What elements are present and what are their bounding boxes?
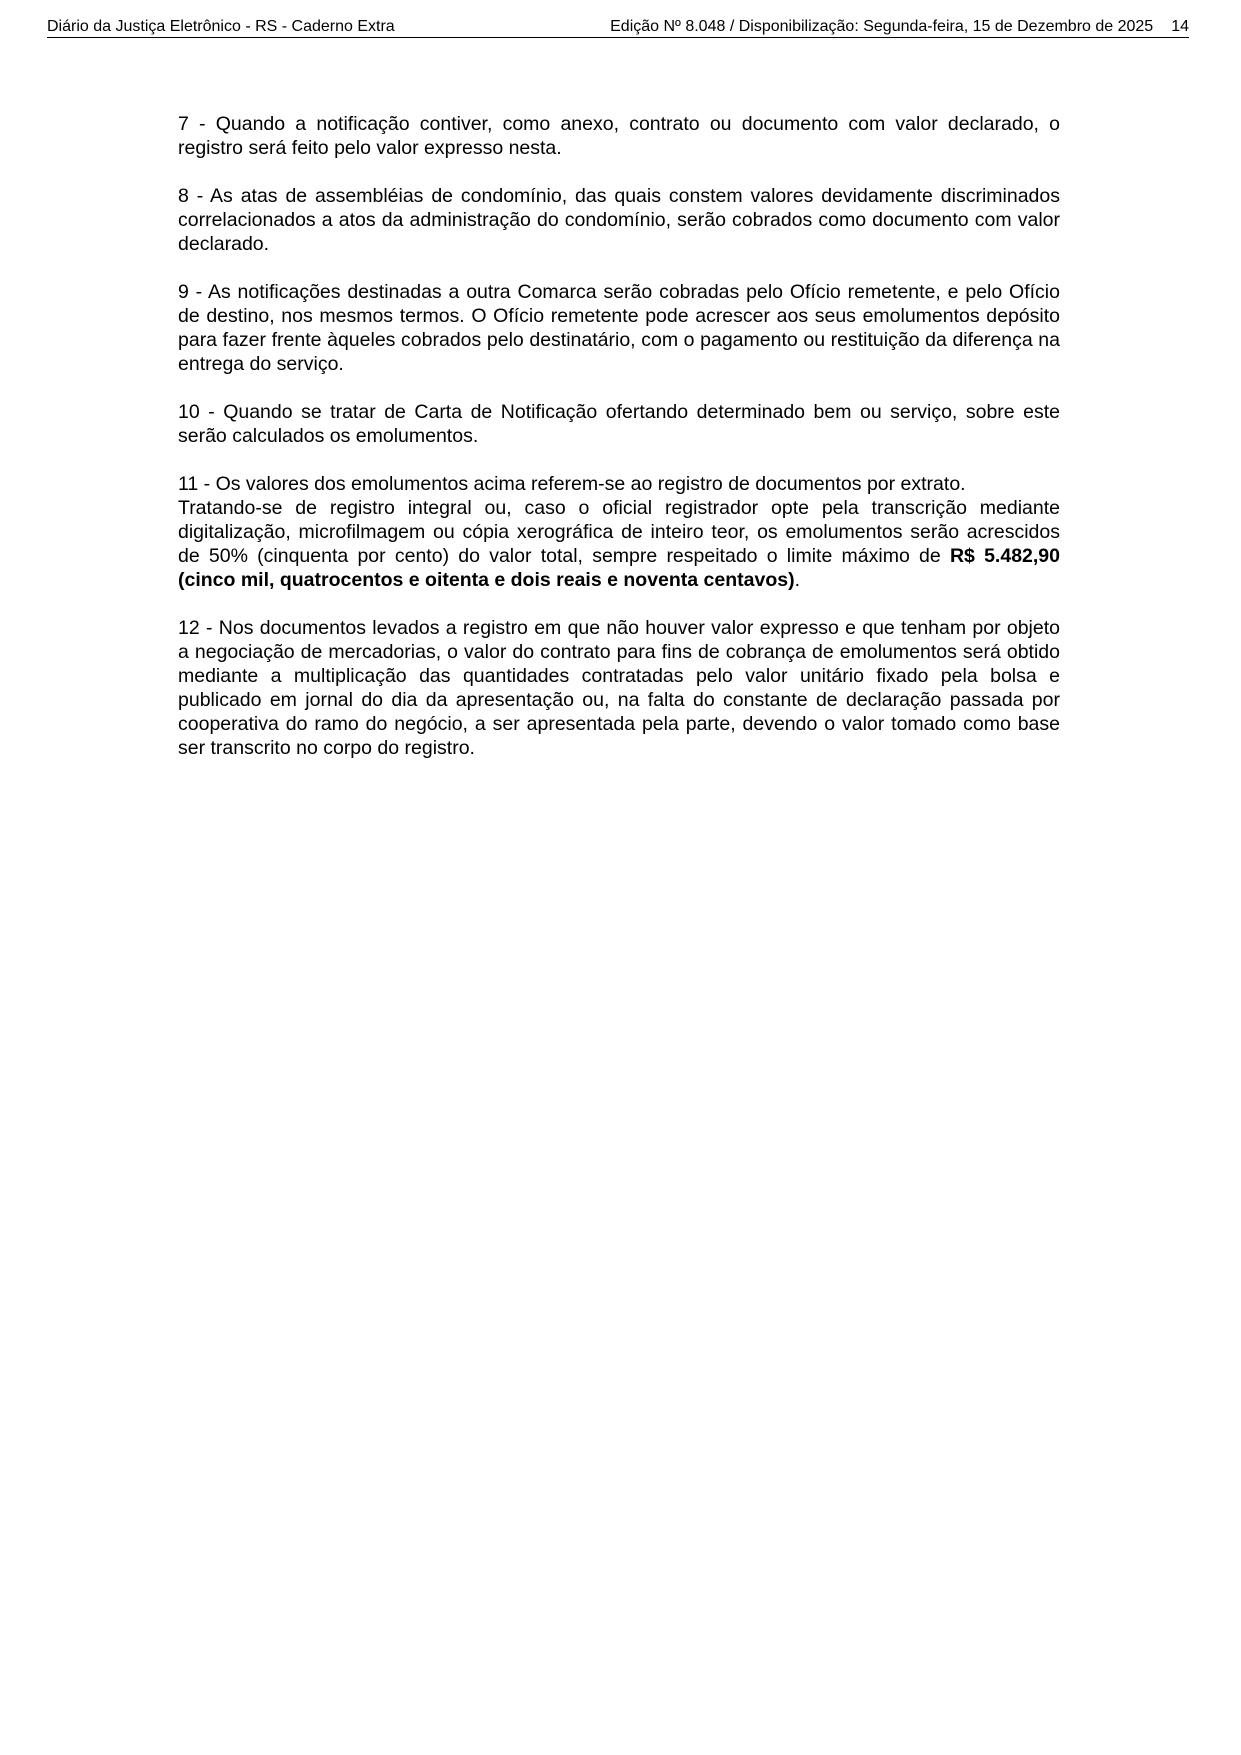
paragraph-10: 10 - Quando se tratar de Carta de Notificação ofertando determinado bem ou serviço, sobre este serão calculados os emolumentos. [178, 401, 1060, 447]
paragraph-11-body [178, 496, 1060, 592]
paragraph-11 [178, 472, 1060, 592]
paragraph-11-first-line: 11 - Os valores dos emolumentos acima referem-se ao registro de documentos por extrato. [178, 473, 966, 495]
page-header [47, 17, 1189, 38]
paragraph-9: 9 - As notificações destinadas a outra Comarca serão cobradas pelo Ofício remetente, e pelo Ofício de destino, nos mesmos termos. O Ofício remetente pode acrescer aos seus emolumentos depósito para fazer frente àqueles cobrados pelo destinatário, com o pagamento ou restituição da diferença na entrega do serviço. [178, 281, 1060, 375]
page-number: 14 [1171, 18, 1189, 35]
paragraph-11-end: . [794, 569, 801, 591]
max-limit-value: R$ 5.482,90 (cinco mil, quatrocentos e oitenta e dois reais e noventa centavos) [178, 545, 1060, 591]
paragraph-11-text: Tratando-se de registro integral ou, caso o oficial registrador opte pela transcrição mediante digitalização, microfilmagem ou cópia xerográfica de inteiro teor, os emolumentos serão acrescidos de 50% (cinquenta por cento) do valor total, sempre respeitado o limite máximo de [178, 497, 1060, 567]
paragraph-8: 8 - As atas de assembléias de condomínio, das quais constem valores devidamente discriminados correlacionados a atos da administração do condomínio, serão cobrados como documento com valor declarado. [178, 185, 1060, 255]
edition-date: Edição Nº 8.048 / Disponibilização: Segunda-feira, 15 de Dezembro de 2025 [610, 18, 1154, 35]
edition-info [610, 17, 1189, 37]
paragraph-7: 7 - Quando a notificação contiver, como anexo, contrato ou documento com valor declarado, o registro será feito pelo valor expresso nesta. [178, 113, 1060, 159]
journal-title: Diário da Justiça Eletrônico - RS - Caderno Extra [47, 18, 395, 35]
document-body [178, 112, 1060, 784]
paragraph-12: 12 - Nos documentos levados a registro em que não houver valor expresso e que tenham por objeto a negociação de mercadorias, o valor do contrato para fins de cobrança de emolumentos será obtido mediante a multiplicação das quantidades contratadas pelo valor unitário fixado pela bolsa e publicado em jornal do dia da apresentação ou, na falta do constante de declaração passada por cooperativa do ramo do negócio, a ser apresentada pela parte, devendo o valor tomado como base ser transcrito no corpo do registro. [178, 617, 1060, 759]
